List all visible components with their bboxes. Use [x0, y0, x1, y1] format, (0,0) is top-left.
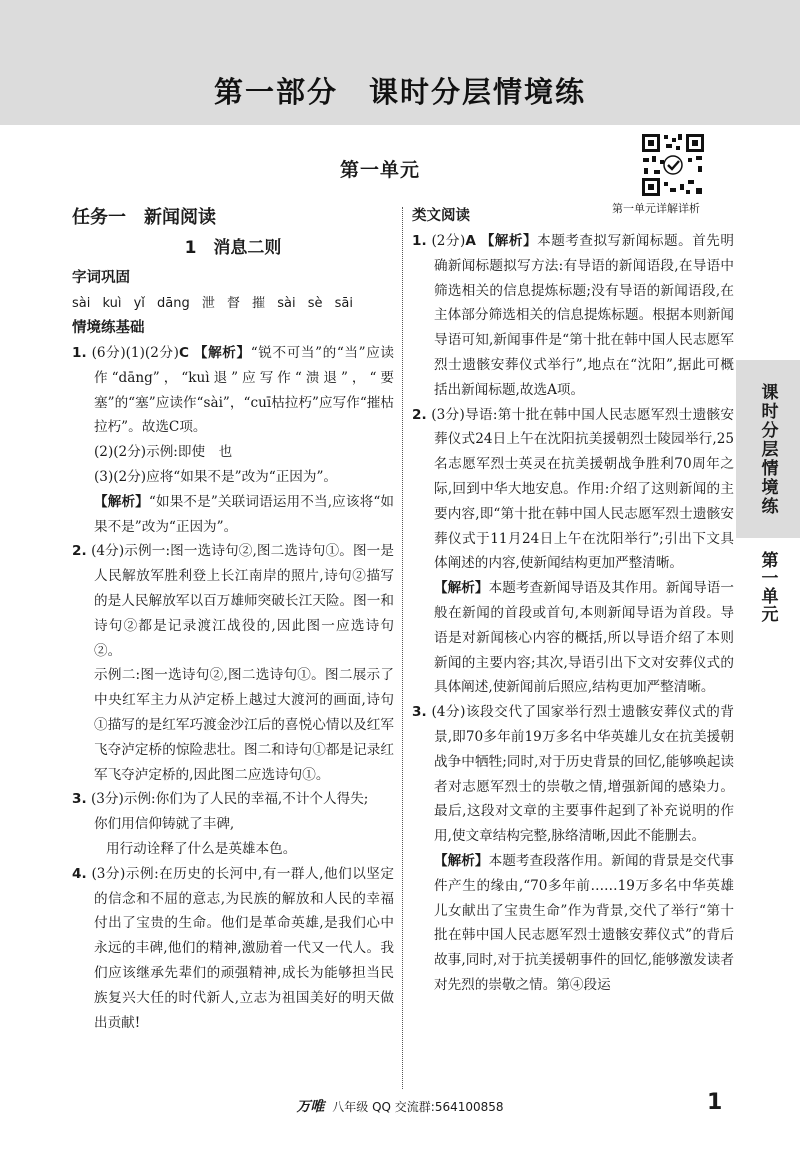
reading-question-1: 1. (2分)A 【解析】本题考查拟写新闻标题。首先明确新闻标题拟写方法:有导语的新闻语段,在导语中筛选相关的信息提炼标题;没有导语的新闻语段,在主体部分筛选相关的信息提炼标题。根据本则新闻导语可知,新闻事件是“第十批在韩中国人民志愿军烈士遗骸安葬仪式举行”,地点在“沈阳”,据此可概括出新闻标题,故选A项。 — [412, 233, 734, 398]
lesson-title: 1 消息二则 — [184, 238, 282, 258]
brand-logo: 万唯 — [296, 1099, 325, 1115]
part-title: 第一部分 课时分层情境练 — [213, 75, 586, 109]
reading-question-3-analysis: 【解析】本题考查段落作用。新闻的背景是交代事件产生的缘由,“70多年前……19万多名中华英雄儿女献出了宝贵生命”作为背景,交代了举行“第十批在韩中国人民志愿军烈士遗骸安葬仪式”的背后故事,同时,对于抗美援朝事件的回忆,能够激发读者对先烈的崇敬之情。第④段运 — [434, 852, 735, 993]
unit-title: 第一单元 — [340, 159, 421, 181]
question-1-part-2: (2)(2分)示例:即使 也 — [94, 444, 233, 461]
question-number: 3. — [72, 791, 87, 808]
footer-band — [0, 1135, 800, 1168]
question-3-line-3: 用行动诠释了什么是英雄本色。 — [106, 840, 297, 857]
section-vocab-heading: 字词巩固 — [72, 270, 130, 286]
question-1-analysis: 【解析】“如果不是”关联词语运用不当,应该将“如果不是”改为“正因为”。 — [94, 493, 394, 535]
question-number: 1. — [412, 233, 427, 249]
question-4: 4. (3分)示例:在历史的长河中,有一群人,他们以坚定的信念和不屈的意志,为民族的解放和人民的幸福付出了宝贵的生命。他们是革命英雄,是我们心中永远的丰碑,他们的精神,激励着一代又一代人。我们应该继承先辈们的顽强精神,成长为能够担当民族复兴大任的时代新人,立志为祖国美好的明天做出贡献! — [72, 865, 394, 1031]
question-1: 1. (6分)(1)(2分)C 【解析】“锐不可当”的“当”应读作“dāng”，“kuì退”应写作“溃退”，“要塞”的“塞”应读作“sài”，“cuī枯拉朽”应写作“摧枯拉朽”。故选C项。 — [72, 345, 394, 436]
qr-code-icon[interactable] — [640, 132, 706, 198]
answer-choice: C — [178, 345, 189, 361]
footer-text: 八年级 QQ 交流群:564100858 — [332, 1100, 504, 1114]
analysis-tag: 【解析】 — [193, 345, 251, 361]
page-footer — [0, 1096, 800, 1116]
analysis-tag: 【解析】 — [480, 233, 538, 249]
qr-caption: 第一单元详解详析 — [612, 202, 700, 215]
question-number: 2. — [412, 406, 427, 423]
question-2: 2. (4分)示例一:图一选诗句②,图二选诗句①。图一是人民解放军胜利登上长江南岸的照片,诗句②描写的是人民解放军以百万雄师突破长江天险。图一和诗句②都是记录渡江战役的,因此图一应选诗句②。 — [72, 543, 394, 659]
question-number: 4. — [72, 865, 87, 882]
question-number: 3. — [412, 704, 427, 721]
page-number: 1 — [707, 1090, 723, 1115]
question-3-line-2: 你们用信仰铸就了丰碑, — [94, 816, 235, 833]
analysis-tag: 【解析】 — [434, 852, 489, 869]
left-column — [72, 204, 394, 1035]
answer-choice: A — [465, 233, 476, 249]
task-title: 任务一 新闻阅读 — [72, 207, 216, 228]
question-number: 1. — [72, 345, 87, 361]
question-1-part-3: (3)(2分)应将“如果不是”改为“正因为”。 — [94, 468, 338, 485]
reading-question-3: 3. (4分)该段交代了国家举行烈士遗骸安葬仪式的背景,即70多年前19万多名中华英雄儿女在抗美援朝战争中牺牲;同时,对于历史背景的回忆,能够唤起读者对志愿军烈士的崇敬之情,增强新闻的感染力。最后,这段对文章的主要事件起到了补充说明的作用,使文章结构完整,脉络清晰,因此不能删去。 — [412, 704, 734, 845]
analysis-tag: 【解析】 — [94, 493, 149, 510]
question-3: 3. (3分)示例:你们为了人民的幸福,不计个人得失; — [72, 791, 369, 808]
pinyin-answers: sài kuì yǐ dāng 泄 督 摧 sài sè sāi — [72, 296, 354, 311]
section-basic-heading: 情境练基础 — [72, 320, 145, 336]
section-reading-heading: 类文阅读 — [412, 208, 470, 224]
reading-question-2-analysis: 【解析】本题考查新闻导语及其作用。新闻导语一般在新闻的首段或首句,本则新闻导语为首段。导语是对新闻核心内容的概括,所以导语介绍了本则新闻的主要内容;其次,导语引出下文对安葬仪式的具体阐述,使新闻前后照应,结构更加严整清晰。 — [434, 580, 735, 696]
side-tab-section: 课时分层情境练 — [736, 360, 800, 538]
side-tab-unit: 第一单元 — [757, 551, 778, 623]
column-divider — [402, 207, 403, 1089]
right-column — [412, 204, 734, 998]
question-number: 2. — [72, 543, 87, 560]
reading-question-2: 2. (3分)导语:第十批在韩中国人民志愿军烈士遗骸安葬仪式24日上午在沈阳抗美援朝烈士陵园举行,25名志愿军烈士英灵在抗美援朝战争胜利70周年之际,回到中华大地安息。作用:介绍了这则新闻的主要内容,即“第十批在韩中国人民志愿军烈士遗骸安葬仪式于11月24日上午在沈阳举行”;引出下文具体阐述的内容,使新闻结构更加严整清晰。 — [412, 406, 734, 572]
question-2-example-2: 示例二:图一选诗句②,图二选诗句①。图二展示了中央红军主力从泸定桥上越过大渡河的画面,诗句①描写的是红军巧渡金沙江后的喜悦心情以及红军飞夺泸定桥的惊险悲壮。图二和诗句①都是记录红军飞夺泸定桥的,因此图二应选诗句①。 — [94, 667, 394, 783]
analysis-tag: 【解析】 — [434, 580, 489, 597]
